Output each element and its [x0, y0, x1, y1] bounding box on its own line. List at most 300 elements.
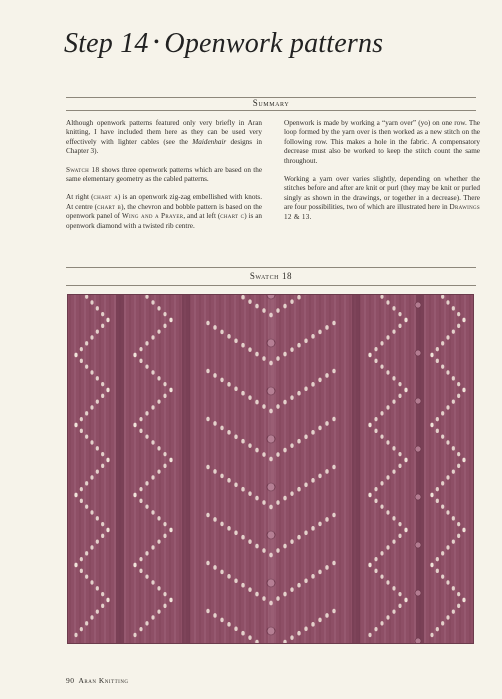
eyelet-hole — [368, 563, 371, 567]
chevron-eyelet — [290, 587, 293, 592]
eyelet-hole — [404, 388, 407, 392]
eyelet-hole — [457, 394, 460, 398]
page-number: 90 — [66, 676, 75, 685]
right-p2-text: Working a yarn over varies slightly, depending on whether the stitches before and after are knit or purl (they may be knit or purled singly as shown in the drawings, or together in a decrease). There are four possibilities, two of which are illustrated here in — [284, 175, 480, 212]
chevron-eyelet — [227, 478, 230, 483]
eyelet-hole — [74, 423, 77, 427]
eyelet-hole — [441, 411, 444, 415]
chevron-eyelet — [332, 465, 335, 470]
chevron-eyelet — [213, 421, 216, 426]
eyelet-hole — [436, 627, 439, 631]
eyelet-hole — [368, 423, 371, 427]
chevron-eyelet — [311, 574, 314, 579]
eyelet-hole — [157, 609, 160, 613]
chevron-eyelet — [318, 378, 321, 383]
eyelet-hole — [452, 306, 455, 310]
eyelet-hole — [386, 580, 389, 584]
chevron-eyelet — [318, 522, 321, 527]
eyelet-hole — [101, 394, 104, 398]
book-title: Aran Knitting — [78, 676, 129, 685]
chevron-eyelet — [297, 631, 300, 636]
eyelet-hole — [380, 411, 383, 415]
eyelet-hole — [85, 434, 88, 438]
eyelet-hole — [457, 604, 460, 608]
eyelet-hole — [106, 528, 109, 532]
chevron-eyelet — [234, 578, 237, 583]
knot — [415, 494, 421, 500]
eyelet-hole — [145, 504, 148, 508]
chevron-eyelet — [262, 500, 265, 505]
eyelet-hole — [380, 574, 383, 578]
chevron-eyelet — [290, 491, 293, 496]
eyelet-hole — [157, 469, 160, 473]
eyelet-hole — [452, 586, 455, 590]
chevron-eyelet — [290, 443, 293, 448]
eyelet-hole — [430, 563, 433, 567]
eyelet-hole — [368, 353, 371, 357]
chevron-eyelet — [325, 469, 328, 474]
eyelet-hole — [404, 458, 407, 462]
eyelet-hole — [139, 359, 142, 363]
chevron-eyelet — [248, 491, 251, 496]
eyelet-hole — [374, 347, 377, 351]
eyelet-hole — [386, 475, 389, 479]
eyelet-hole — [452, 516, 455, 520]
eyelet-hole — [404, 598, 407, 602]
chevron-eyelet — [283, 544, 286, 549]
eyelet-hole — [374, 487, 377, 491]
eyelet-hole — [157, 516, 160, 520]
chevron-eyelet — [220, 378, 223, 383]
eyelet-hole — [441, 551, 444, 555]
eyelet-hole — [151, 580, 154, 584]
chevron-eyelet — [283, 352, 286, 357]
eyelet-hole — [96, 306, 99, 310]
eyelet-hole — [392, 376, 395, 380]
maidenhair-text: Maidenhair — [192, 137, 227, 146]
left-p3-a: At right ( — [66, 193, 94, 202]
chevron-eyelet — [220, 426, 223, 431]
chevron-eyelet — [227, 334, 230, 339]
eyelet-hole — [96, 469, 99, 473]
eyelet-hole — [101, 604, 104, 608]
eyelet-hole — [96, 376, 99, 380]
swatch-18-photo — [67, 294, 474, 644]
eyelet-hole — [398, 534, 401, 538]
eyelet-hole — [90, 335, 93, 339]
eyelet-hole — [392, 306, 395, 310]
chevron-eyelet — [213, 517, 216, 522]
eyelet-hole — [80, 569, 83, 573]
eyelet-hole — [441, 504, 444, 508]
eyelet-hole — [462, 388, 465, 392]
summary-heading: Summary — [252, 98, 290, 108]
chevron-eyelet — [276, 548, 279, 553]
eyelet-hole — [151, 615, 154, 619]
knot — [415, 542, 421, 548]
eyelet-hole — [374, 429, 377, 433]
eyelet-hole — [457, 452, 460, 456]
eyelet-hole — [85, 504, 88, 508]
swatch-ref: Swatch 18 — [66, 165, 100, 174]
chevron-eyelet — [304, 626, 307, 631]
eyelet-hole — [101, 464, 104, 468]
chevron-eyelet — [283, 496, 286, 501]
eyelet-hole — [85, 364, 88, 368]
purl-ridge — [182, 295, 190, 643]
eyelet-hole — [380, 504, 383, 508]
eyelet-hole — [452, 446, 455, 450]
left-p2-text: shows three openwork patterns which are based on the same elementary geometry as the cabled patterns. — [66, 165, 263, 184]
eyelet-hole — [157, 446, 160, 450]
eyelet-hole — [90, 615, 93, 619]
eyelet-hole — [85, 341, 88, 345]
eyelet-hole — [145, 551, 148, 555]
chevron-eyelet — [325, 517, 328, 522]
chevron-eyelet — [227, 430, 230, 435]
eyelet-hole — [436, 499, 439, 503]
eyelet-hole — [85, 621, 88, 625]
page-title — [64, 28, 383, 60]
eyelet-hole — [457, 592, 460, 596]
eyelet-hole — [452, 329, 455, 333]
eyelet-hole — [151, 545, 154, 549]
eyelet-hole — [398, 394, 401, 398]
chevron-eyelet — [297, 583, 300, 588]
eyelet-hole — [145, 364, 148, 368]
eyelet-hole — [436, 487, 439, 491]
chevron-eyelet — [290, 347, 293, 352]
chevron-eyelet — [276, 452, 279, 457]
chevron-eyelet — [332, 561, 335, 566]
eyelet-hole — [398, 312, 401, 316]
eyelet-hole — [169, 598, 172, 602]
eyelet-hole — [96, 586, 99, 590]
eyelet-hole — [80, 627, 83, 631]
chart-b-ref: chart b — [97, 202, 122, 211]
summary-left-paragraph-2 — [66, 166, 262, 185]
eyelet-hole — [157, 329, 160, 333]
chevron-eyelet — [290, 299, 293, 304]
wing-and-a-prayer-ref: Wing and a Prayer — [121, 212, 184, 221]
eyelet-hole — [398, 382, 401, 386]
chevron-eyelet — [255, 352, 258, 357]
eyelet-hole — [398, 452, 401, 456]
eyelet-hole — [145, 411, 148, 415]
eyelet-hole — [457, 522, 460, 526]
eyelet-hole — [133, 423, 136, 427]
knot — [415, 590, 421, 596]
eyelet-hole — [96, 446, 99, 450]
eyelet-hole — [380, 551, 383, 555]
eyelet-hole — [452, 399, 455, 403]
eyelet-hole — [386, 300, 389, 304]
eyelet-hole — [446, 335, 449, 339]
chevron-eyelet — [220, 522, 223, 527]
eyelet-hole — [163, 522, 166, 526]
eyelet-hole — [386, 615, 389, 619]
eyelet-hole — [106, 388, 109, 392]
knot — [415, 398, 421, 404]
eyelet-hole — [368, 493, 371, 497]
chevron-eyelet — [311, 622, 314, 627]
chevron-eyelet — [325, 421, 328, 426]
eyelet-hole — [96, 539, 99, 543]
eyelet-hole — [139, 557, 142, 561]
eyelet-hole — [74, 563, 77, 567]
chevron-eyelet — [248, 347, 251, 352]
eyelet-hole — [157, 376, 160, 380]
chevron-eyelet — [206, 513, 209, 518]
eyelet-hole — [80, 557, 83, 561]
chevron-eyelet — [276, 404, 279, 409]
chevron-eyelet — [241, 583, 244, 588]
eyelet-hole — [90, 440, 93, 444]
chevron-eyelet — [234, 626, 237, 631]
centre-rib — [268, 295, 274, 643]
eyelet-hole — [446, 300, 449, 304]
chevron-eyelet — [311, 430, 314, 435]
chevron-eyelet — [262, 308, 265, 313]
chevron-eyelet — [262, 356, 265, 361]
eyelet-hole — [436, 569, 439, 573]
summary-left-paragraph-1 — [66, 119, 262, 157]
eyelet-hole — [169, 528, 172, 532]
chevron-eyelet — [241, 391, 244, 396]
eyelet-hole — [446, 615, 449, 619]
chevron-eyelet — [206, 609, 209, 614]
eyelet-hole — [151, 335, 154, 339]
chevron-eyelet — [304, 338, 307, 343]
eyelet-hole — [151, 475, 154, 479]
chevron-eyelet — [311, 526, 314, 531]
eyelet-hole — [386, 545, 389, 549]
eyelet-hole — [151, 440, 154, 444]
eyelet-hole — [398, 464, 401, 468]
eyelet-hole — [441, 574, 444, 578]
summary-rule-bottom — [66, 110, 476, 111]
eyelet-hole — [392, 399, 395, 403]
eyelet-hole — [398, 324, 401, 328]
chevron-eyelet — [276, 356, 279, 361]
eyelet-hole — [163, 592, 166, 596]
chevron-eyelet — [206, 465, 209, 470]
eyelet-hole — [436, 429, 439, 433]
chevron-eyelet — [255, 496, 258, 501]
eyelet-hole — [404, 318, 407, 322]
chevron-eyelet — [213, 469, 216, 474]
eyelet-hole — [398, 604, 401, 608]
eyelet-hole — [96, 609, 99, 613]
chevron-eyelet — [304, 530, 307, 535]
eyelet-hole — [133, 353, 136, 357]
eyelet-hole — [441, 434, 444, 438]
chevron-eyelet — [297, 391, 300, 396]
eyelet-hole — [163, 382, 166, 386]
eyelet-hole — [96, 516, 99, 520]
chevron-eyelet — [241, 439, 244, 444]
eyelet-hole — [80, 359, 83, 363]
eyelet-hole — [80, 417, 83, 421]
eyelet-hole — [374, 569, 377, 573]
eyelet-hole — [139, 347, 142, 351]
chart-a-ref: chart a — [93, 193, 119, 202]
eyelet-hole — [145, 621, 148, 625]
chart-c-ref: chart c — [220, 212, 245, 221]
eyelet-hole — [145, 341, 148, 345]
eyelet-hole — [380, 364, 383, 368]
chevron-eyelet — [304, 578, 307, 583]
eyelet-hole — [163, 452, 166, 456]
eyelet-hole — [430, 423, 433, 427]
eyelet-hole — [457, 324, 460, 328]
chevron-eyelet — [241, 487, 244, 492]
chevron-eyelet — [241, 535, 244, 540]
eyelet-hole — [368, 633, 371, 637]
chevron-eyelet — [213, 325, 216, 330]
eyelet-hole — [139, 499, 142, 503]
chevron-eyelet — [241, 343, 244, 348]
eyelet-hole — [145, 481, 148, 485]
eyelet-hole — [101, 324, 104, 328]
eyelet-hole — [398, 522, 401, 526]
chevron-eyelet — [325, 613, 328, 618]
eyelet-hole — [90, 405, 93, 409]
left-p3-e: ) is an openwork diamond with a twisted rib centre. — [66, 212, 262, 230]
purl-ridge — [116, 295, 124, 643]
eyelet-hole — [163, 394, 166, 398]
eyelet-hole — [74, 493, 77, 497]
eyelet-hole — [446, 545, 449, 549]
knot — [415, 302, 421, 308]
eyelet-hole — [392, 539, 395, 543]
eyelet-hole — [151, 300, 154, 304]
title-step: Step 14 — [64, 28, 149, 59]
eyelet-hole — [374, 359, 377, 363]
chevron-eyelet — [311, 382, 314, 387]
chevron-eyelet — [234, 530, 237, 535]
eyelet-hole — [145, 434, 148, 438]
eyelet-hole — [430, 493, 433, 497]
eyelet-hole — [441, 341, 444, 345]
knot — [415, 350, 421, 356]
eyelet-hole — [392, 329, 395, 333]
eyelet-hole — [441, 621, 444, 625]
eyelet-hole — [74, 353, 77, 357]
eyelet-hole — [374, 557, 377, 561]
chevron-eyelet — [220, 474, 223, 479]
eyelet-hole — [90, 370, 93, 374]
eyelet-hole — [392, 586, 395, 590]
chevron-eyelet — [325, 373, 328, 378]
chevron-eyelet — [297, 487, 300, 492]
eyelet-hole — [392, 446, 395, 450]
eyelet-hole — [441, 364, 444, 368]
chevron-eyelet — [304, 482, 307, 487]
eyelet-hole — [151, 405, 154, 409]
eyelet-hole — [101, 382, 104, 386]
eyelet-hole — [139, 627, 142, 631]
chevron-eyelet — [318, 474, 321, 479]
eyelet-hole — [386, 405, 389, 409]
chevron-eyelet — [318, 618, 321, 623]
title-bullet: • — [153, 34, 160, 51]
chevron-eyelet — [227, 574, 230, 579]
chevron-eyelet — [332, 609, 335, 614]
eyelet-hole — [85, 574, 88, 578]
eyelet-hole — [101, 592, 104, 596]
eyelet-hole — [386, 370, 389, 374]
eyelet-hole — [380, 621, 383, 625]
chevron-eyelet — [206, 561, 209, 566]
eyelet-hole — [374, 417, 377, 421]
eyelet-hole — [436, 417, 439, 421]
eyelet-hole — [462, 318, 465, 322]
chevron-eyelet — [311, 334, 314, 339]
chevron-eyelet — [276, 308, 279, 313]
eyelet-hole — [169, 318, 172, 322]
eyelet-hole — [446, 475, 449, 479]
chevron-eyelet — [332, 369, 335, 374]
eyelet-hole — [163, 534, 166, 538]
eyelet-hole — [101, 312, 104, 316]
eyelet-hole — [457, 464, 460, 468]
eyelet-hole — [457, 534, 460, 538]
chevron-eyelet — [220, 330, 223, 335]
knitted-swatch-image — [68, 295, 473, 643]
chevron-eyelet — [290, 395, 293, 400]
chevron-eyelet — [332, 321, 335, 326]
chevron-eyelet — [206, 321, 209, 326]
eyelet-hole — [404, 528, 407, 532]
eyelet-hole — [457, 312, 460, 316]
chevron-eyelet — [283, 400, 286, 405]
chevron-eyelet — [213, 373, 216, 378]
eyelet-hole — [386, 335, 389, 339]
chevron-eyelet — [206, 369, 209, 374]
summary-right-column — [284, 119, 480, 231]
chevron-eyelet — [290, 539, 293, 544]
eyelet-hole — [157, 399, 160, 403]
eyelet-hole — [80, 347, 83, 351]
eyelet-hole — [85, 551, 88, 555]
eyelet-hole — [101, 534, 104, 538]
chevron-eyelet — [255, 304, 258, 309]
chevron-eyelet — [262, 596, 265, 601]
left-p3-b: ) is an openwork zig-zag embellished with knots. At centre ( — [66, 193, 263, 211]
eyelet-hole — [106, 318, 109, 322]
eyelet-hole — [139, 569, 142, 573]
eyelet-hole — [85, 481, 88, 485]
eyelet-hole — [106, 598, 109, 602]
chevron-eyelet — [332, 513, 335, 518]
chevron-eyelet — [262, 452, 265, 457]
chevron-eyelet — [241, 631, 244, 636]
eyelet-hole — [392, 469, 395, 473]
eyelet-hole — [96, 329, 99, 333]
eyelet-hole — [90, 545, 93, 549]
eyelet-hole — [101, 522, 104, 526]
eyelet-hole — [452, 609, 455, 613]
chevron-eyelet — [276, 500, 279, 505]
chevron-eyelet — [325, 325, 328, 330]
eyelet-hole — [374, 499, 377, 503]
chevron-eyelet — [332, 417, 335, 422]
chevron-eyelet — [234, 386, 237, 391]
eyelet-hole — [163, 312, 166, 316]
summary-left-column — [66, 119, 262, 240]
eyelet-hole — [101, 452, 104, 456]
